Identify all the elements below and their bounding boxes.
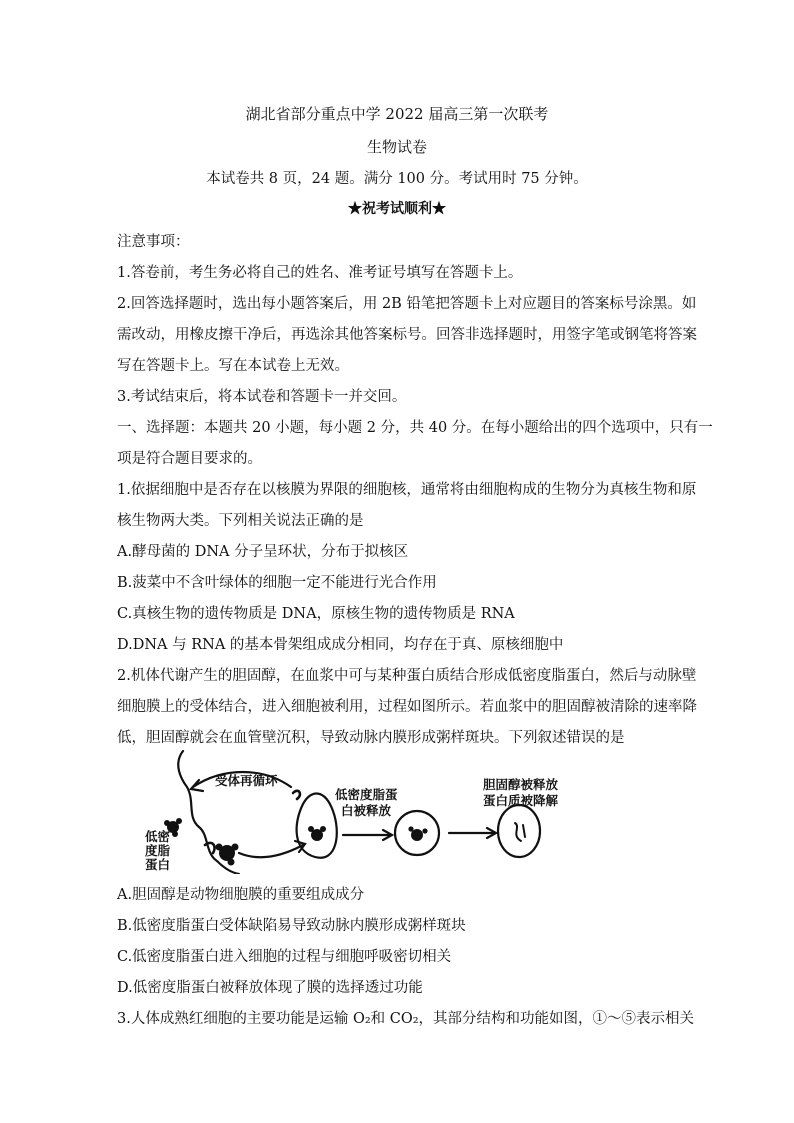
degraded-vesicle (498, 805, 540, 857)
label-ldl-line-2: 度脂 (145, 843, 171, 858)
note-item-2-line-3: 写在答题卡上。写在本试卷上无效。 (117, 358, 349, 374)
exam-title: 湖北省部分重点中学 2022 届高三第一次联考 (245, 105, 549, 123)
exam-subject: 生物试卷 (366, 138, 427, 156)
label-receptor-recycle: 受体再循环 (215, 773, 278, 788)
label-degrade-line-2: 蛋白质被降解 (483, 793, 559, 808)
q1-option-a: A.酵母菌的 DNA 分子呈环状，分布于拟核区 (117, 544, 409, 560)
q1-option-c: C.真核生物的遗传物质是 DNA，原核生物的遗传物质是 RNA (117, 606, 515, 622)
pit-to-vesicle-arrow (239, 845, 303, 857)
q1-stem-line-1: 1.依据细胞中是否存在以核膜为界限的细胞核，通常将由细胞构成的生物分为真核生物和原 (117, 482, 697, 498)
note-item-3: 3.考试结束后，将本试卷和答题卡一并交回。 (117, 389, 407, 405)
q1-stem-line-2: 核生物两大类。下列相关说法正确的是 (117, 513, 364, 529)
label-ldl-release-line-2: 白被释放 (341, 803, 392, 818)
q2-option-d: D.低密度脂蛋白被释放体现了膜的选择透过功能 (117, 980, 423, 996)
notes-heading: 注意事项： (117, 234, 190, 250)
label-degrade-line-1: 胆固醇被释放 (483, 777, 559, 792)
q2-stem-line-1: 2.机体代谢产生的胆固醇，在血浆中可与某种蛋白质结合形成低密度脂蛋白，然后与动脉壁 (117, 668, 697, 684)
q2-stem-line-2: 细胞膜上的受体结合，进入细胞被利用，过程如图所示。若血浆中的胆固醇被清除的速率降 (117, 699, 697, 715)
note-item-1: 1.答卷前，考生务必将自己的姓名、准考证号填写在答题卡上。 (117, 265, 523, 281)
section-1-line-1: 一、选择题：本题共 20 小题，每小题 2 分，共 40 分。在每小题给出的四个选项中，只有一 (117, 420, 713, 436)
q2-option-b: B.低密度脂蛋白受体缺陷易导致动脉内膜形成粥样斑块 (117, 918, 466, 934)
q1-option-b: B.菠菜中不含叶绿体的细胞一定不能进行光合作用 (117, 575, 437, 591)
label-ldl-line-1: 低密 (145, 829, 171, 844)
note-item-2-line-1: 2.回答选择题时，选出每小题答案后，用 2B 铅笔把答题卡上对应题目的答案标号涂黑。如 (117, 296, 697, 312)
q1-option-d: D.DNA 与 RNA 的基本骨架组成成分相同，均存在于真、原核细胞中 (117, 637, 564, 653)
ldl-endocytosis-diagram (143, 749, 673, 874)
q3-stem-line-1: 3.人体成熟红细胞的主要功能是运输 O₂和 CO₂，其部分结构和功能如图，①～⑤表示相关 (117, 1011, 695, 1027)
note-item-2-line-2: 需改动，用橡皮擦干净后，再选涂其他答案标号。回答非选择题时，用签字笔或钢笔将答案 (117, 327, 697, 343)
label-ldl-line-3: 蛋白 (145, 857, 171, 872)
q2-option-a: A.胆固醇是动物细胞膜的重要组成成分 (117, 887, 365, 903)
q2-option-c: C.低密度脂蛋白进入细胞的过程与细胞呼吸密切相关 (117, 949, 452, 965)
q2-stem-line-3: 低，胆固醇就会在血管壁沉积，导致动脉内膜形成粥样斑块。下列叙述错误的是 (117, 730, 625, 746)
label-ldl-release-line-1: 低密度脂蛋 (335, 787, 398, 802)
exam-info: 本试卷共 8 页，24 题。满分 100 分。考试用时 75 分钟。 (206, 171, 588, 187)
section-1-line-2: 项是符合题目要求的。 (117, 451, 262, 467)
endosome (297, 794, 337, 858)
exam-blessing: ★祝考试顺利★ (348, 201, 446, 217)
